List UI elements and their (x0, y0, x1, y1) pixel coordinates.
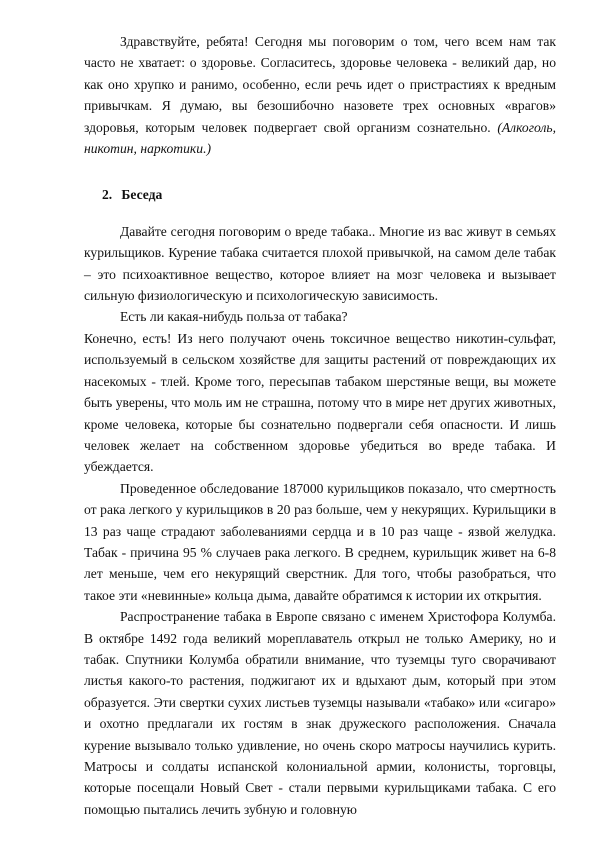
paragraph-statistics: Проведенное обследование 187000 курильщиков показало, что смертность от рака легкого у курильщиков в 20 раз больше, чем у некурящих. Курильщики в 13 раз чаще страдают заболеваниями сердца и в 10 раз чаще - язвой желудка. Табак - причина 95 % случаев рака легкого. В среднем, курильщик живет на 6-8 лет меньше, чем его некурящий сверстник. Для того, чтобы разобраться, что такое эти «невинные» кольца дыма, давайте обратимся к истории их открытия. (84, 480, 556, 603)
paragraph-history: Распространение табака в Европе связано с именем Христофора Колумба. В октябре 1492 года великий мореплаватель открыл не только Америку, но и табак. Спутники Колумба обратили внимание, что туземцы туго сворачивают листья какого-то растения, поджигают их и вдыхают дым, который при этом образуется. Эти свертки сухих листьев туземцы называли «табако» или «сигаро» и охотно предлагали их гостям в знак дружеского расположения. Сначала курение вызывало только удивление, но очень скоро матросы научились курить. Матросы и солдаты испанской колониальной армии, колонисты, торговцы, которые посещали Новый Свет - стали первыми курильщиками табака. С его помощью пытались лечить зубную и головную (84, 609, 556, 817)
section-title: Беседа (121, 187, 163, 203)
answer-note: (Алкоголь, никотин, наркотики.) (84, 119, 556, 157)
section-number: 2. (102, 187, 113, 203)
document-page (84, 28, 556, 820)
intro-text: Здравствуйте, ребята! Сегодня мы поговорим о том, чего всем нам так часто не хватает: о здоровье. Согласитесь, здоровье человека - великий дар, но как оно хрупко и ранимо, особенно, если речь идет о пристрастиях к вредным привычкам. Я думаю, вы безошибочно назовете трех основных «врагов» здоровья, которым человек подвергает свой организм сознательно. (84, 34, 556, 135)
paragraph-question: Есть ли какая-нибудь польза от табака? (120, 309, 348, 325)
paragraph-answer: Конечно, есть! Из него получают очень токсичное вещество никотин-сульфат, используемый в сельском хозяйстве для защиты растений от повреждающих их насекомых - тлей. Кроме того, пересыпав табаком шерстяные вещи, вы можете быть уверены, что моль им не страшна, потому что в мире нет других животных, кроме человека, которые бы сознательно подвергали себя опасности. И лишь человек желает на собственном здоровье убедиться во вреде табака. И убеждается. (84, 330, 556, 475)
paragraph-tobacco-harm: Давайте сегодня поговорим о вреде табака.. Многие из вас живут в семьях курильщиков. Курение табака считается плохой привычкой, на самом деле табак – это психоактивное вещество, которое влияет на мозг человека и вызывает сильную физиологическую и психологическую зависимость. (84, 223, 556, 304)
intro-paragraph (84, 31, 556, 159)
section-heading (84, 184, 556, 205)
